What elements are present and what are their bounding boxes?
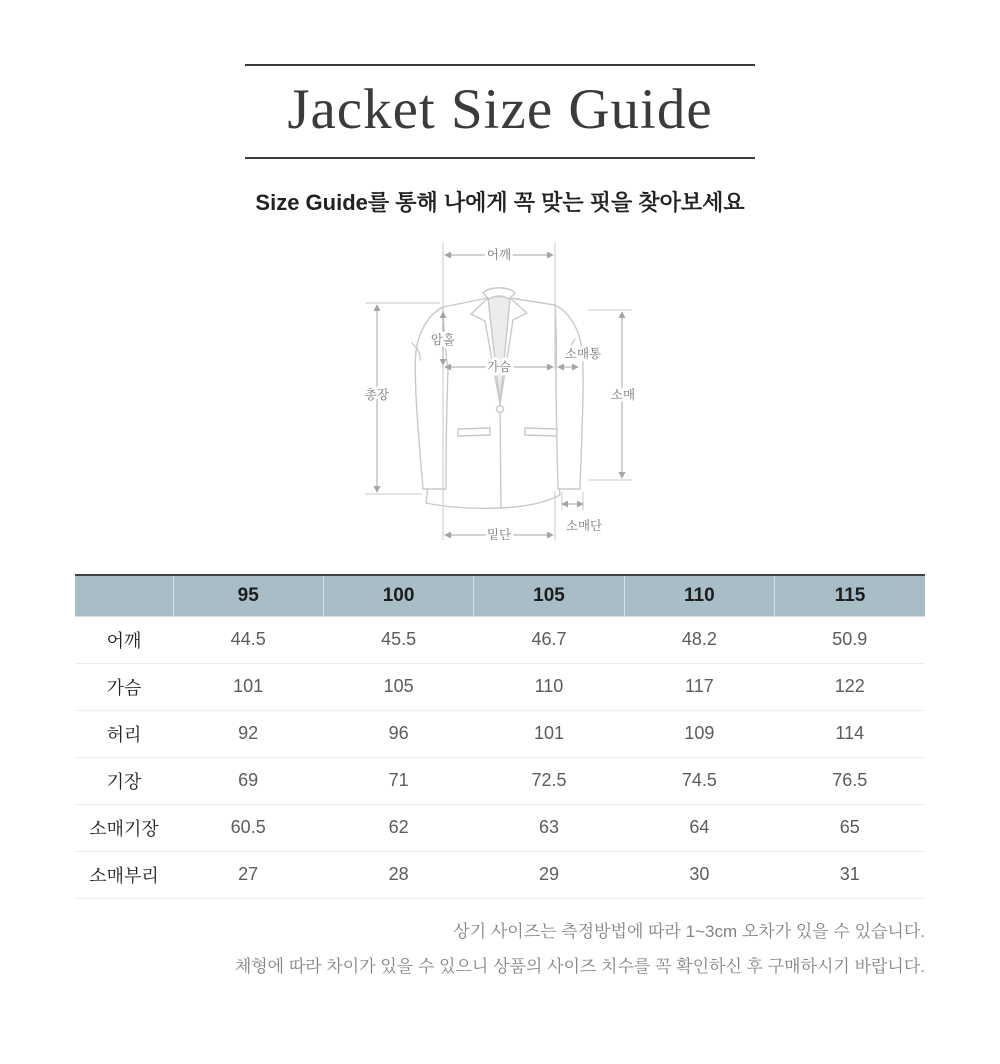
- measurement-value: 64: [689, 817, 710, 838]
- measurement-value: 110: [534, 676, 564, 697]
- measurement-value: 105: [383, 676, 414, 697]
- diagram-label-total-length: 총장: [364, 387, 390, 402]
- measurement-value: 109: [684, 723, 715, 744]
- size-column-header: 105: [474, 575, 624, 617]
- diagram-label-sleeve-width: 소매통: [564, 346, 602, 361]
- measurement-row-label: 기장: [106, 771, 142, 792]
- size-column-header: 95: [173, 575, 323, 617]
- measurement-value: 71: [388, 770, 409, 791]
- title-block: [245, 64, 755, 159]
- table-row: [75, 663, 925, 710]
- size-table-header: [75, 575, 925, 617]
- size-column-header: 110: [624, 575, 774, 617]
- measurement-value: 72.5: [531, 770, 567, 791]
- footer-notes: [75, 914, 925, 984]
- size-guide-page: [0, 64, 1000, 1064]
- size-table-header-row: [75, 575, 925, 617]
- measurement-value: 117: [685, 676, 714, 697]
- measurement-value: 65: [839, 817, 860, 838]
- measurement-row-label: 어깨: [106, 630, 142, 651]
- measurement-row-label: 소매기장: [89, 818, 159, 839]
- title-divider-bottom: [245, 157, 755, 159]
- measurement-row-label: 소매부리: [89, 865, 159, 886]
- diagram-label-armhole: 암홀: [430, 332, 456, 347]
- measurement-value: 31: [839, 864, 860, 885]
- measurement-value: 96: [388, 723, 409, 744]
- measurement-value: 101: [233, 676, 264, 697]
- diagram-label-shoulder: 어깨: [486, 247, 512, 262]
- measurement-value: 63: [538, 817, 559, 838]
- jacket-diagram-svg: [360, 237, 690, 557]
- note-tolerance: 상기 사이즈는 측정방법에 따라 1~3cm 오차가 있을 수 있습니다.: [453, 921, 925, 941]
- table-row: [75, 710, 925, 757]
- measurement-value: 29: [538, 864, 559, 885]
- table-row: [75, 851, 925, 898]
- diagram-label-chest: 가슴: [486, 359, 512, 374]
- measurement-value: 60.5: [230, 817, 266, 838]
- measurement-value: 44.5: [230, 629, 266, 650]
- measurement-value: 76.5: [832, 770, 868, 791]
- diagram-label-sleeve: 소매: [610, 387, 636, 402]
- diagram-label-cuff: 소매단: [565, 518, 603, 533]
- measurement-value: 74.5: [681, 770, 717, 791]
- measurement-value: 30: [689, 864, 710, 885]
- measurement-value: 50.9: [832, 629, 868, 650]
- measurement-value: 48.2: [681, 629, 717, 650]
- table-row: [75, 616, 925, 663]
- measurement-value: 45.5: [381, 629, 417, 650]
- measurement-value: 92: [238, 723, 259, 744]
- measurement-value: 101: [533, 723, 564, 744]
- size-column-header: 100: [323, 575, 473, 617]
- jacket-outline-drawing: [412, 287, 583, 508]
- page-title: Jacket Size Guide: [287, 78, 713, 141]
- jacket-measurement-diagram: [360, 237, 690, 557]
- measurement-value: 122: [834, 676, 865, 697]
- size-column-header: 115: [775, 575, 925, 617]
- measurement-row-label: 허리: [106, 724, 142, 745]
- table-row: [75, 804, 925, 851]
- diagram-label-hem: 밑단: [486, 527, 512, 542]
- measurement-value: 46.7: [531, 629, 567, 650]
- measurement-value: 114: [835, 723, 865, 744]
- page-subtitle: Size Guide를 통해 나에게 꼭 맞는 핏을 찾아보세요: [255, 189, 745, 215]
- title-divider-top: [245, 64, 755, 66]
- size-table-body: [75, 616, 925, 898]
- note-check-size: 체형에 따라 차이가 있을 수 있으니 상품의 사이즈 치수를 꼭 확인하신 후 구매하시기 바랍니다.: [234, 956, 925, 976]
- table-row: [75, 757, 925, 804]
- measurement-value: 27: [238, 864, 259, 885]
- measurement-value: 69: [238, 770, 259, 791]
- size-table-corner-cell: [75, 575, 173, 617]
- size-table: [75, 574, 925, 899]
- measurement-row-label: 가슴: [106, 677, 142, 698]
- measurement-value: 28: [388, 864, 409, 885]
- measurement-value: 62: [388, 817, 409, 838]
